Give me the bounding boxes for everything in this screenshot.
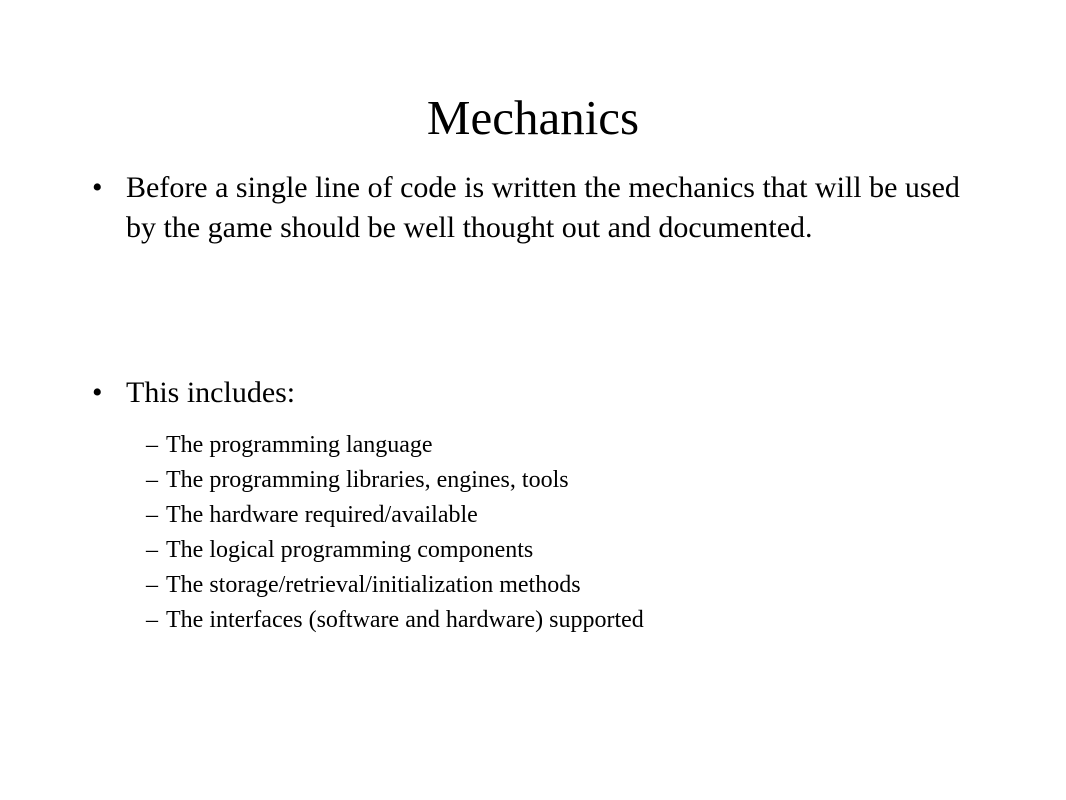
bullet-item xyxy=(92,373,972,413)
sub-bullet-dash: – xyxy=(146,467,158,493)
sub-bullet-text: The storage/retrieval/initialization methods xyxy=(166,572,581,598)
sub-bullet-dash: – xyxy=(146,537,158,563)
sub-bullet-text: The hardware required/available xyxy=(166,502,478,528)
sub-bullet-item xyxy=(146,533,644,568)
sub-bullet-text: The programming libraries, engines, tools xyxy=(166,467,569,493)
bullet-dot: • xyxy=(92,171,103,204)
sub-bullet-dash: – xyxy=(146,502,158,528)
sub-bullet-item xyxy=(146,428,644,463)
sub-bullet-list xyxy=(146,428,644,638)
bullet-text: Before a single line of code is written the mechanics that will be used by the game should be well thought out and documented. xyxy=(126,171,960,244)
bullet-text: This includes: xyxy=(126,376,296,409)
slide-title: Mechanics xyxy=(426,90,640,145)
sub-bullet-dash: – xyxy=(146,607,158,633)
sub-bullet-item xyxy=(146,603,644,638)
sub-bullet-item xyxy=(146,498,644,533)
bullet-item xyxy=(92,168,972,248)
sub-bullet-text: The interfaces (software and hardware) supported xyxy=(166,607,644,633)
sub-bullet-item xyxy=(146,568,644,603)
sub-bullet-dash: – xyxy=(146,432,158,458)
sub-bullet-text: The programming language xyxy=(166,432,433,458)
sub-bullet-item xyxy=(146,463,644,498)
sub-bullet-text: The logical programming components xyxy=(166,537,534,563)
bullet-dot: • xyxy=(92,376,103,409)
sub-bullet-dash: – xyxy=(146,572,158,598)
